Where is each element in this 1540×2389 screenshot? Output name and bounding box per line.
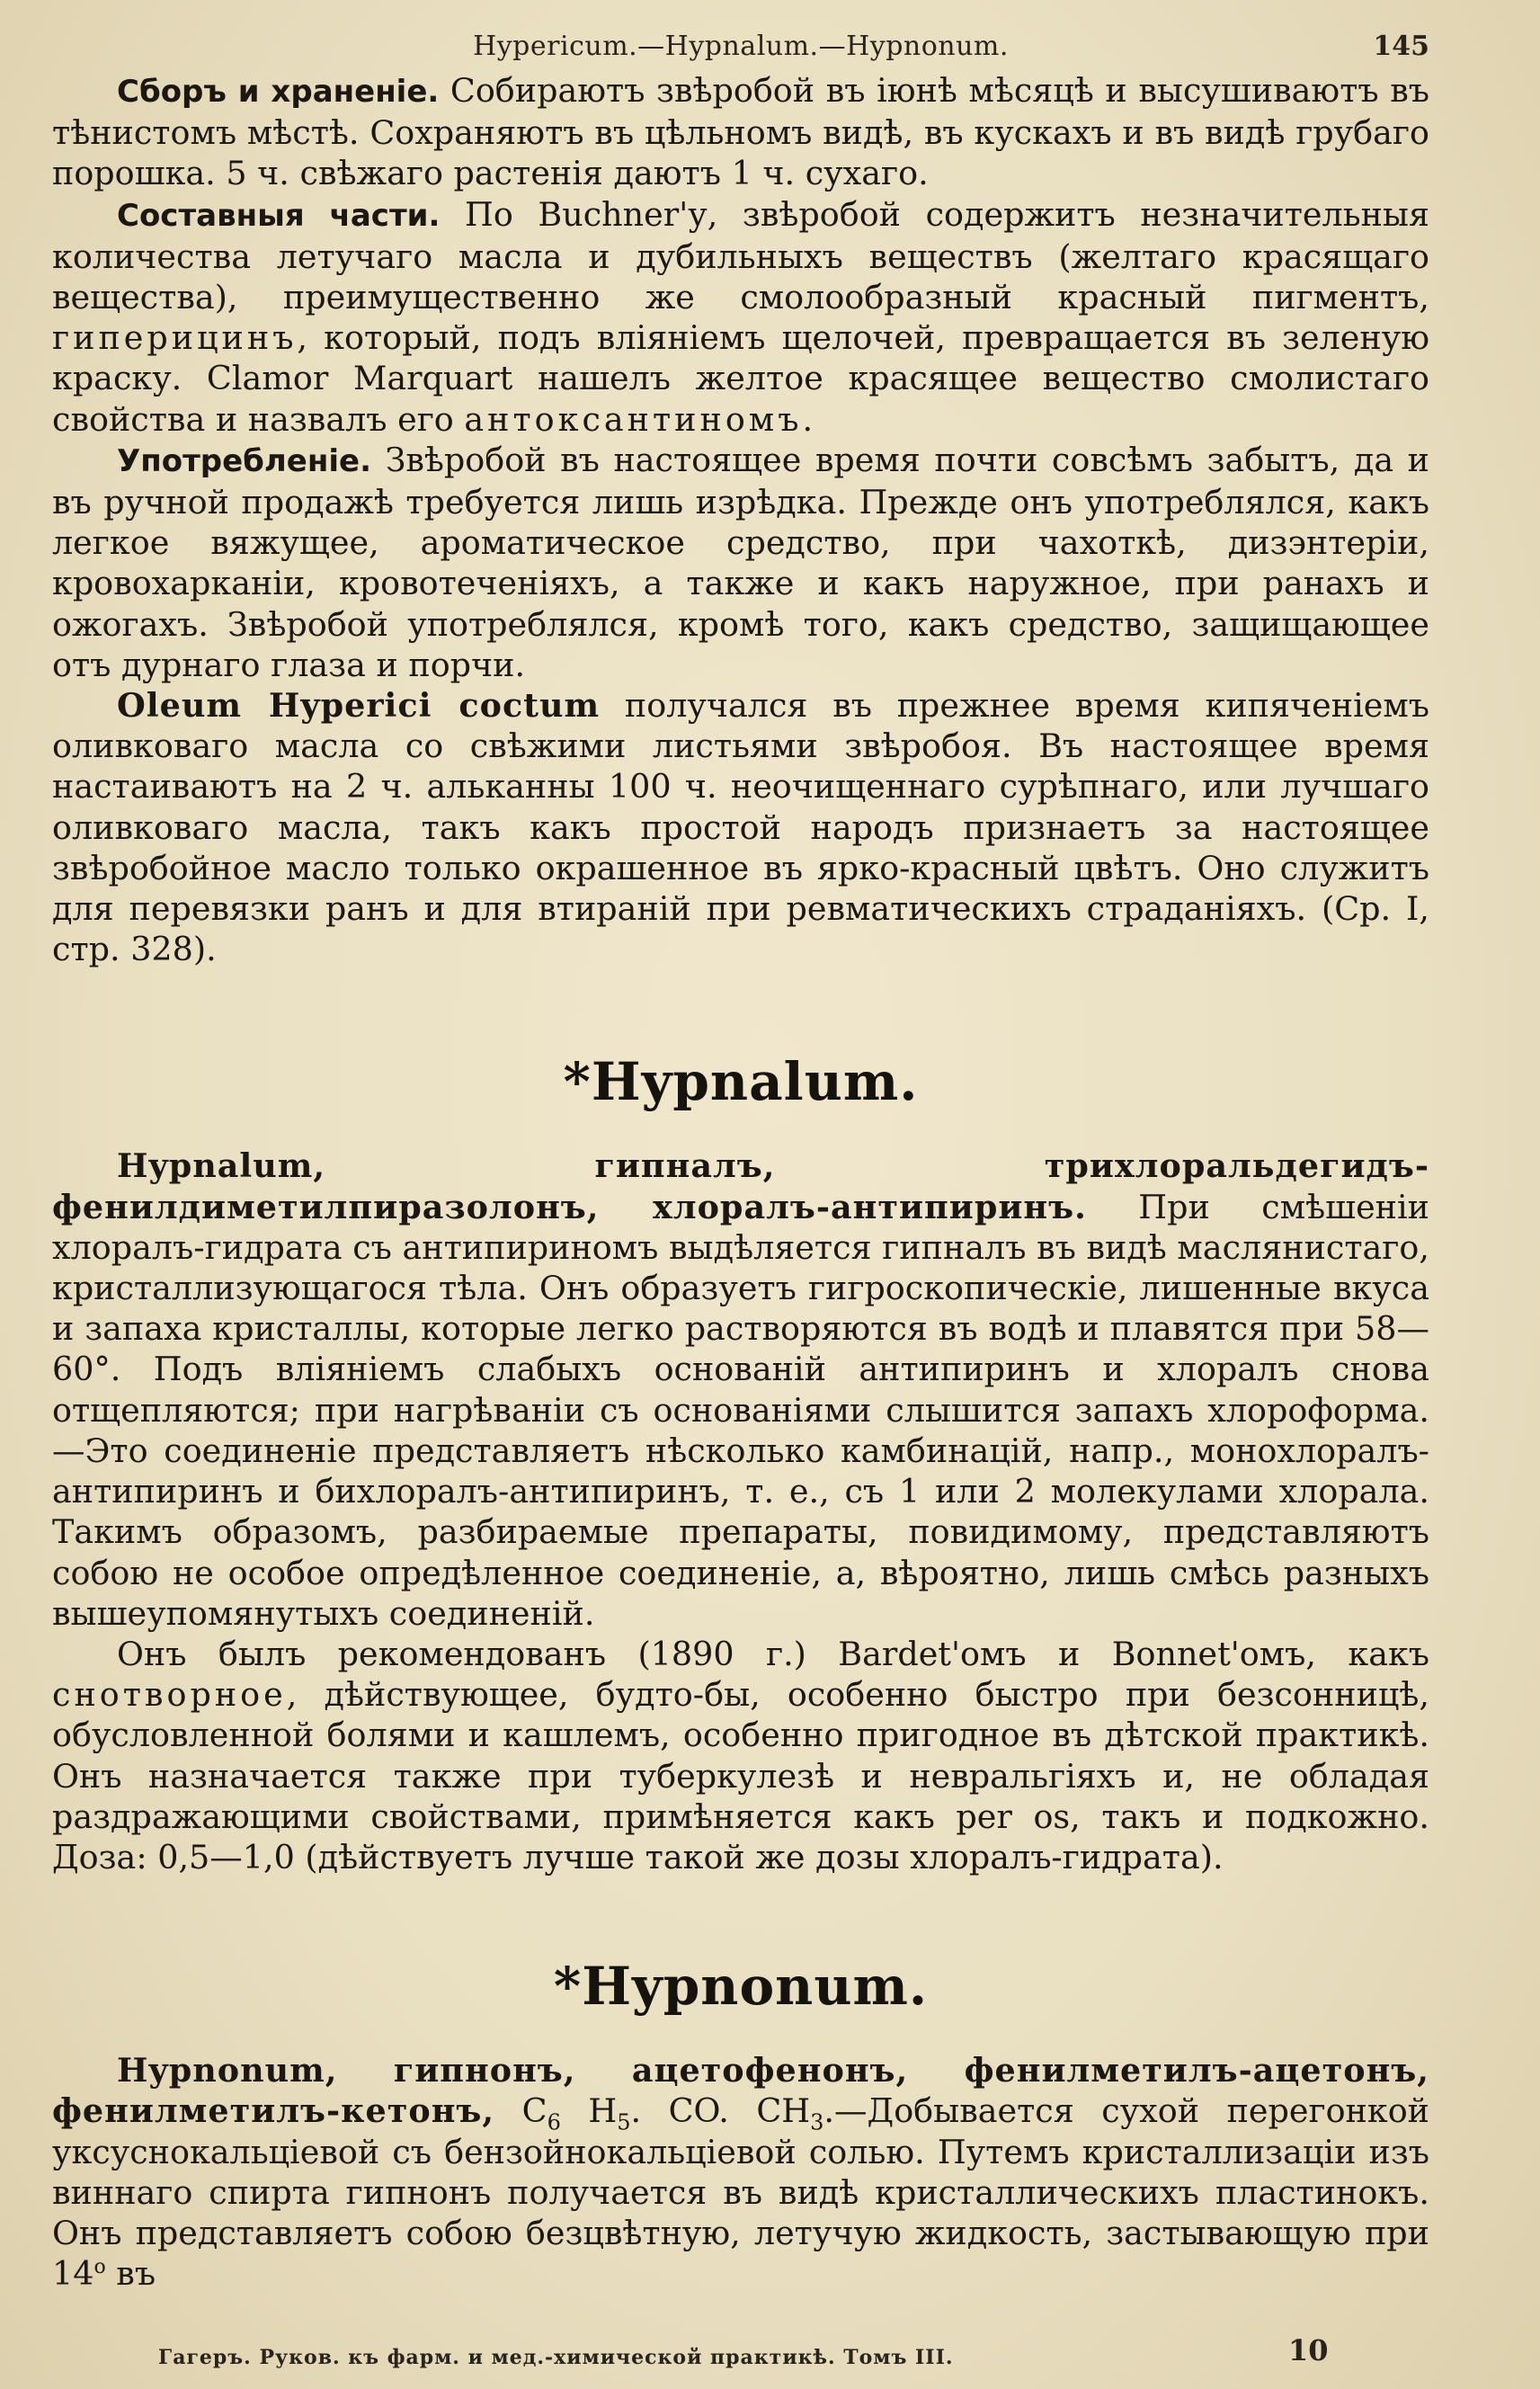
paragraph-text: По Buchner'у, звѣробой содержитъ незначительныя количества летучаго масла и дубильныхъ веществъ (желтаго красящаго вещества), преимущественно же смолообразный красный пигментъ, — [52, 194, 1429, 317]
formula-part: C — [494, 2091, 547, 2131]
running-header — [52, 23, 1429, 70]
paragraph-hypnalum-description — [52, 1145, 1429, 1633]
paragraph-oleum — [52, 685, 1429, 969]
paragraph-text: получался въ прежнее время кипяченіемъ оливковаго масла со свѣжими листьями звѣробоя. Въ настоящее время настаиваютъ на 2 ч. альканны 100 ч. неочищеннаго сурѣпнаго, или лучшаго оливковаго масла, такъ какъ простой народъ признаетъ за настоящее звѣробойное масло только окрашенное въ ярко-красный цвѣтъ. Оно служитъ для перевязки ранъ и для втираній при ревматическихъ страданіяхъ. (Ср. I, стр. 328). — [52, 686, 1429, 969]
section-hypnonum — [52, 2050, 1429, 2294]
formula-subscript: 6 — [547, 2109, 561, 2135]
paragraph-text: въ — [105, 2254, 156, 2294]
paragraph-text: Собираютъ звѣробой въ іюнѣ мѣсяцѣ и высушиваютъ въ тѣнистомъ мѣстѣ. Сохраняютъ въ цѣльномъ видѣ, въ кускахъ и въ видѣ грубаго порошка. 5 ч. свѣжаго растенія даютъ 1 ч. сухаго. — [52, 71, 1429, 193]
spaced-term: антоксантиномъ — [464, 399, 803, 439]
lead-term: Употребленіе. — [117, 442, 371, 479]
lead-term: Hypnonum, гипнонъ, ацетофенонъ, фенилметилъ-ацетонъ, фенилметилъ-кетонъ, — [52, 2051, 1429, 2131]
heading-hypnalum: *Hypnalum. — [563, 1051, 919, 1113]
formula-subscript: 3 — [810, 2109, 824, 2135]
lead-term: Составныя части. — [117, 197, 441, 234]
paragraph-constituents — [52, 194, 1429, 440]
lead-term: Сборъ и храненіе. — [117, 74, 440, 110]
paragraph-text: .—Добывается сухой перегонкой уксуснокальціевой съ бензойнокальціевой солью. Путемъ кристаллизаціи изъ виннаго спирта гипнонъ получается въ видѣ кристаллическихъ пластинокъ. Онъ представляетъ собою безцвѣтную, летучую жидкость, застывающую при 14 — [52, 2091, 1429, 2294]
paragraph-text: При смѣшеніи хлоралъ-гидрата съ антипириномъ выдѣляется гипналъ въ видѣ маслянистаго, кристаллизующагося тѣла. Онъ образуетъ гигроскопическіе, лишенные вкуса и запаха кристаллы, которые легко растворяются въ водѣ и плавятся при 58—60°. Подъ вліяніемъ слабыхъ основаній антипиринъ и хлоралъ снова отщепляются; при нагрѣваніи съ основаніями слышится запахъ хлороформа.—Это соединеніе представляетъ нѣсколько камбинацій, напр., монохлоралъ-антипиринъ и бихлоралъ-антипиринъ, т. е., съ 1 или 2 молекулами хлорала. Такимъ образомъ, разбираемые препараты, повидимому, представляютъ собою не особое опредѣленное соединеніе, а, вѣроятно, лишь смѣсь разныхъ вышеупомянутыхъ соединеній. — [52, 1187, 1429, 1633]
page-footer — [52, 2333, 1429, 2376]
paragraph-hypnalum-usage — [52, 1634, 1429, 1877]
book-page — [52, 23, 1429, 2369]
paragraph-text: , дѣйствующее, будто-бы, особенно быстро при безсонницѣ, обусловленной болями и кашлемъ, особенно пригодное въ дѣтской практикѣ. Онъ назначается также при туберкулезѣ и невральгіяхъ и, не обладая раздражающими свойствами, примѣняется какъ per os, такъ и подкожно. Доза: 0,5—1,0 (дѣйствуетъ лучше такой же дозы хлоралъ-гидрата). — [52, 1675, 1429, 1876]
paragraph-text: Звѣробой въ настоящее время почти совсѣмъ забытъ, да и въ ручной продажѣ требуется лишь изрѣдка. Прежде онъ употреблялся, какъ легкое вяжущее, ароматическое средство, при чахоткѣ, дизэнтеріи, кровохарканіи, кровотеченіяхъ, а также и какъ наружное, при ранахъ и ожогахъ. Звѣробой употреблялся, кромѣ того, какъ средство, защищающее отъ дурнаго глаза и порчи. — [52, 440, 1429, 684]
lead-term: Oleum Hyperici coctum — [117, 686, 601, 726]
spaced-term: гиперицинъ — [52, 318, 298, 358]
formula-part: . CO. CH — [630, 2091, 811, 2131]
paragraph-text: . — [802, 399, 814, 439]
running-title: Hypericum.—Hypnalum.—Hypnonum. — [473, 31, 1009, 62]
degree-mark: o — [93, 2255, 106, 2278]
spaced-term: снотворное — [52, 1675, 287, 1715]
formula-subscript: 5 — [617, 2109, 631, 2135]
formula-part: H — [560, 2091, 618, 2131]
lead-term: Hypnalum, гипналъ, трихлоральдегидъ-фенилдиметилпиразолонъ, хлоралъ-антипиринъ. — [52, 1146, 1429, 1226]
paragraph-text: Онъ былъ рекомендованъ (1890 г.) Bardet'омъ и Bonnet'омъ, какъ — [117, 1634, 1429, 1673]
section-hypnalum — [52, 1145, 1429, 1877]
heading-hypnonum: *Hypnonum. — [553, 1956, 929, 2018]
paragraph-hypnonum-description — [52, 2050, 1429, 2294]
paragraph-text: , который, подъ вліяніемъ щелочей, превращается въ зеленую краску. Clamor Marquart нашелъ желтое красящее вещество смолистаго свойства и назвалъ его — [52, 318, 1429, 439]
section-hypericum — [52, 70, 1429, 969]
paragraph-collection-storage — [52, 70, 1429, 194]
footer-note: Гагеръ. Руков. къ фарм. и мед.-химической практикѣ. Томъ III. — [158, 2346, 954, 2369]
page-number: 145 — [1373, 31, 1429, 62]
signature-mark: 10 — [1288, 2333, 1329, 2367]
paragraph-usage — [52, 440, 1429, 685]
